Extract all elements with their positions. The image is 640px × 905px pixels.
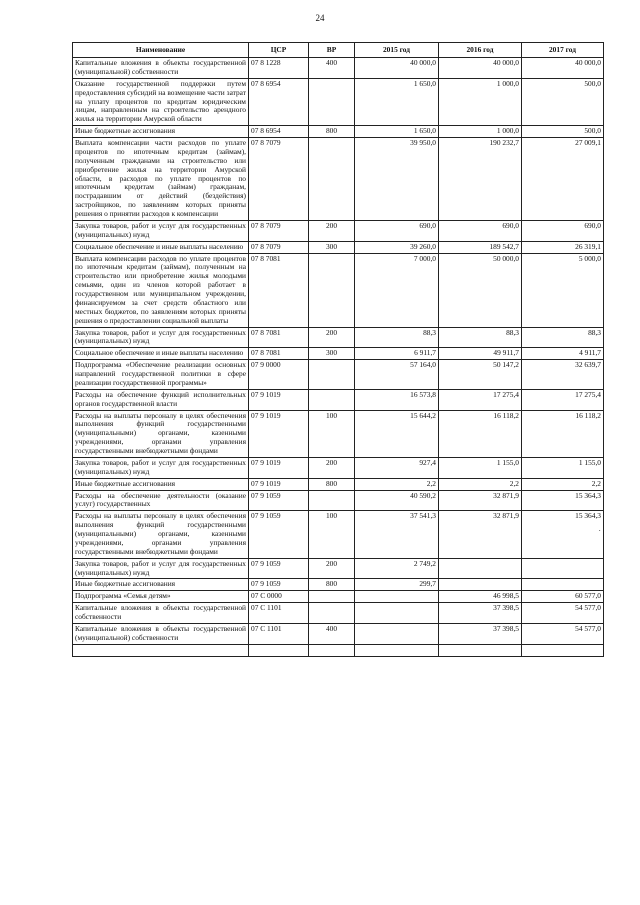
- cell-csr: 07 8 7079: [249, 220, 309, 241]
- cell-y2015: 57 164,0: [355, 360, 439, 390]
- cell-y2015: 1 650,0: [355, 78, 439, 125]
- cell-y2017: 15 364,3: [522, 490, 604, 511]
- cell-csr: 07 9 1019: [249, 410, 309, 457]
- cell-vr: 300: [309, 348, 355, 360]
- header-2016: 2016 год: [439, 43, 522, 58]
- cell-y2017: 500,0: [522, 126, 604, 138]
- table-body: [73, 58, 604, 645]
- cell-y2016: 50 000,0: [439, 253, 522, 327]
- cell-name: Расходы на обеспечение функций исполнительных органов государственной власти: [73, 389, 249, 410]
- cell-csr: 07 8 7081: [249, 348, 309, 360]
- cell-y2016: 37 398,5: [439, 603, 522, 624]
- cell-y2017: 2,2: [522, 478, 604, 490]
- cell-csr: 07 8 7081: [249, 253, 309, 327]
- cell-vr: [309, 253, 355, 327]
- cell-y2016: 1 000,0: [439, 78, 522, 125]
- cell-csr: 07 С 1101: [249, 603, 309, 624]
- cell-csr: 07 9 1059: [249, 490, 309, 511]
- table-row: [73, 58, 604, 79]
- margin-mark: ·: [598, 526, 601, 536]
- cell-y2016: 1 155,0: [439, 457, 522, 478]
- cell-y2017: 54 577,0: [522, 623, 604, 644]
- header-vr: ВР: [309, 43, 355, 58]
- cell-csr: 07 9 1059: [249, 511, 309, 558]
- table-row-blank: [73, 644, 604, 656]
- cell-y2016: 17 275,4: [439, 389, 522, 410]
- table-row: [73, 457, 604, 478]
- cell-csr: 07 8 6954: [249, 78, 309, 125]
- cell-name: Выплата компенсации части расходов по уплате процентов по ипотечным кредитам (займам), полученным гражданами на строительство или приобретение жилья на территории Амурской области, в расходов по уплате процентов по ипотечным кредитам (займам) гражданам, пострадавшим от действий (бездействия) застройщиков, по заявлениям которых приняты решения о принятии расходов к компенсации: [73, 138, 249, 221]
- cell-y2015: [355, 623, 439, 644]
- table-row: [73, 138, 604, 221]
- cell-y2015: 927,4: [355, 457, 439, 478]
- cell-vr: [309, 138, 355, 221]
- cell-name: Расходы на выплаты персоналу в целях обеспечения выполнения функций государственными (муниципальными) органами, казенными учреждениями, органами управления государственными внебюджетными фондами: [73, 410, 249, 457]
- cell-vr: [309, 389, 355, 410]
- cell-y2016: 37 398,5: [439, 623, 522, 644]
- cell-y2016: 50 147,2: [439, 360, 522, 390]
- cell-y2015: 39 950,0: [355, 138, 439, 221]
- cell-vr: 400: [309, 58, 355, 79]
- header-2015: 2015 год: [355, 43, 439, 58]
- cell-vr: [309, 591, 355, 603]
- cell-y2016: 189 542,7: [439, 241, 522, 253]
- table-row: [73, 78, 604, 125]
- cell-csr: 07 9 0000: [249, 360, 309, 390]
- cell-csr: 07 8 7081: [249, 327, 309, 348]
- cell-y2015: [355, 591, 439, 603]
- cell-vr: [309, 490, 355, 511]
- cell-name: Расходы на обеспечение деятельности (оказание услуг) государственных: [73, 490, 249, 511]
- cell-y2015: 39 260,0: [355, 241, 439, 253]
- cell-y2016: [439, 579, 522, 591]
- cell-csr: 07 9 1019: [249, 478, 309, 490]
- table-row: [73, 511, 604, 558]
- cell-vr: 800: [309, 579, 355, 591]
- cell-y2017: 32 639,7: [522, 360, 604, 390]
- cell-y2016: 32 871,9: [439, 490, 522, 511]
- table-row: [73, 623, 604, 644]
- table-row: [73, 603, 604, 624]
- cell-y2016: 690,0: [439, 220, 522, 241]
- cell-y2015: 88,3: [355, 327, 439, 348]
- cell-y2017: 15 364,3 ·: [522, 511, 604, 558]
- cell-y2016: 40 000,0: [439, 58, 522, 79]
- cell-vr: 400: [309, 623, 355, 644]
- table-row: [73, 591, 604, 603]
- table-row: [73, 389, 604, 410]
- cell-y2017: 690,0: [522, 220, 604, 241]
- cell-y2016: 1 000,0: [439, 126, 522, 138]
- cell-name: Закупка товаров, работ и услуг для государственных (муниципальных) нужд: [73, 220, 249, 241]
- cell-y2017: 54 577,0: [522, 603, 604, 624]
- cell-name: Выплата компенсации расходов по уплате процентов по ипотечным кредитам (займам), полученным на строительство или приобретение жилья молодыми семьями, один из членов которой работает в государственном или муниципальном учреждении, финансируемом за счет средств областного или местных бюджетов, по заявлениям которых приняты решения о предоставлении социальной выплаты: [73, 253, 249, 327]
- cell-y2015: [355, 603, 439, 624]
- cell-name: Закупка товаров, работ и услуг для государственных (муниципальных) нужд: [73, 558, 249, 579]
- cell-y2015: 15 644,2: [355, 410, 439, 457]
- cell-name: Закупка товаров, работ и услуг для государственных (муниципальных) нужд: [73, 327, 249, 348]
- table-row: [73, 360, 604, 390]
- cell-csr: 07 С 1101: [249, 623, 309, 644]
- table-row: [73, 126, 604, 138]
- cell-vr: 800: [309, 126, 355, 138]
- cell-name: Подпрограмма «Семья детям»: [73, 591, 249, 603]
- table-row: [73, 579, 604, 591]
- header-csr: ЦСР: [249, 43, 309, 58]
- budget-table: [72, 42, 604, 657]
- cell-vr: [309, 78, 355, 125]
- table-row: [73, 220, 604, 241]
- cell-y2015: 6 911,7: [355, 348, 439, 360]
- cell-y2015: 40 590,2: [355, 490, 439, 511]
- page-number: 24: [315, 13, 325, 23]
- cell-y2017: 16 118,2: [522, 410, 604, 457]
- cell-csr: 07 9 1059: [249, 558, 309, 579]
- cell-csr: 07 9 1019: [249, 457, 309, 478]
- cell-y2016: 46 998,5: [439, 591, 522, 603]
- cell-name: Иные бюджетные ассигнования: [73, 126, 249, 138]
- cell-y2015: 40 000,0: [355, 58, 439, 79]
- cell-y2016: 2,2: [439, 478, 522, 490]
- cell-y2015: 2 749,2: [355, 558, 439, 579]
- cell-vr: [309, 360, 355, 390]
- cell-vr: 200: [309, 457, 355, 478]
- cell-y2017: 60 577,0: [522, 591, 604, 603]
- cell-y2016: 190 232,7: [439, 138, 522, 221]
- cell-y2016: 32 871,9: [439, 511, 522, 558]
- table-row: [73, 241, 604, 253]
- cell-y2017: [522, 579, 604, 591]
- table-row: [73, 253, 604, 327]
- cell-y2017: 26 319,1: [522, 241, 604, 253]
- cell-y2017: 88,3: [522, 327, 604, 348]
- cell-name: Капитальные вложения в объекты государственной (муниципальной) собственности: [73, 623, 249, 644]
- cell-name: Капитальные вложения в объекты государственной собственности: [73, 603, 249, 624]
- cell-name: Оказание государственной поддержки путем предоставления субсидий на возмещение части затрат на уплату процентов по кредитам юридическим лицам, направленным на строительство арендного жилья на территории Амурской области: [73, 78, 249, 125]
- cell-y2015: 299,7: [355, 579, 439, 591]
- cell-vr: 100: [309, 511, 355, 558]
- cell-y2016: [439, 558, 522, 579]
- cell-vr: 200: [309, 558, 355, 579]
- table-row: [73, 410, 604, 457]
- cell-y2017: 27 009,1: [522, 138, 604, 221]
- cell-y2017: 5 000,0: [522, 253, 604, 327]
- cell-name: Социальное обеспечение и иные выплаты населению: [73, 241, 249, 253]
- cell-csr: 07 С 0000: [249, 591, 309, 603]
- table-row: [73, 478, 604, 490]
- cell-y2016: 16 118,2: [439, 410, 522, 457]
- cell-name: Расходы на выплаты персоналу в целях обеспечения выполнения функций государственными (муниципальными) органами, казенными учреждениями, органами управления государственными внебюджетными фондами: [73, 511, 249, 558]
- cell-name: Иные бюджетные ассигнования: [73, 478, 249, 490]
- cell-csr: 07 9 1019: [249, 389, 309, 410]
- cell-csr: 07 8 7079: [249, 241, 309, 253]
- header-2017: 2017 год: [522, 43, 604, 58]
- cell-y2017: [522, 558, 604, 579]
- table-header: [73, 43, 604, 58]
- cell-y2017: 40 000,0: [522, 58, 604, 79]
- cell-vr: 300: [309, 241, 355, 253]
- header-name: Наименование: [73, 43, 249, 58]
- cell-y2016: 88,3: [439, 327, 522, 348]
- cell-y2016: 49 911,7: [439, 348, 522, 360]
- cell-vr: 100: [309, 410, 355, 457]
- cell-y2015: 7 000,0: [355, 253, 439, 327]
- cell-vr: 200: [309, 327, 355, 348]
- cell-name: Закупка товаров, работ и услуг для государственных (муниципальных) нужд: [73, 457, 249, 478]
- cell-y2015: 1 650,0: [355, 126, 439, 138]
- cell-y2017: 500,0: [522, 78, 604, 125]
- cell-csr: 07 9 1059: [249, 579, 309, 591]
- cell-y2017: 17 275,4: [522, 389, 604, 410]
- cell-y2017: 1 155,0: [522, 457, 604, 478]
- cell-y2015: 690,0: [355, 220, 439, 241]
- cell-csr: 07 8 6954: [249, 126, 309, 138]
- table-row: [73, 327, 604, 348]
- table-row: [73, 490, 604, 511]
- cell-y2015: 2,2: [355, 478, 439, 490]
- table-row: [73, 348, 604, 360]
- cell-y2015: 37 541,3: [355, 511, 439, 558]
- cell-name: Социальное обеспечение и иные выплаты населению: [73, 348, 249, 360]
- cell-name: Подпрограмма «Обеспечение реализации основных направлений государственной политики в сфере реализации государственной программы»: [73, 360, 249, 390]
- cell-vr: 800: [309, 478, 355, 490]
- cell-vr: 200: [309, 220, 355, 241]
- cell-y2017: 4 911,7: [522, 348, 604, 360]
- table-row: [73, 558, 604, 579]
- cell-csr: 07 8 7079: [249, 138, 309, 221]
- cell-y2015: 16 573,8: [355, 389, 439, 410]
- cell-csr: 07 8 1228: [249, 58, 309, 79]
- cell-name: Капитальные вложения в объекты государственной (муниципальной) собственности: [73, 58, 249, 79]
- cell-name: Иные бюджетные ассигнования: [73, 579, 249, 591]
- cell-vr: [309, 603, 355, 624]
